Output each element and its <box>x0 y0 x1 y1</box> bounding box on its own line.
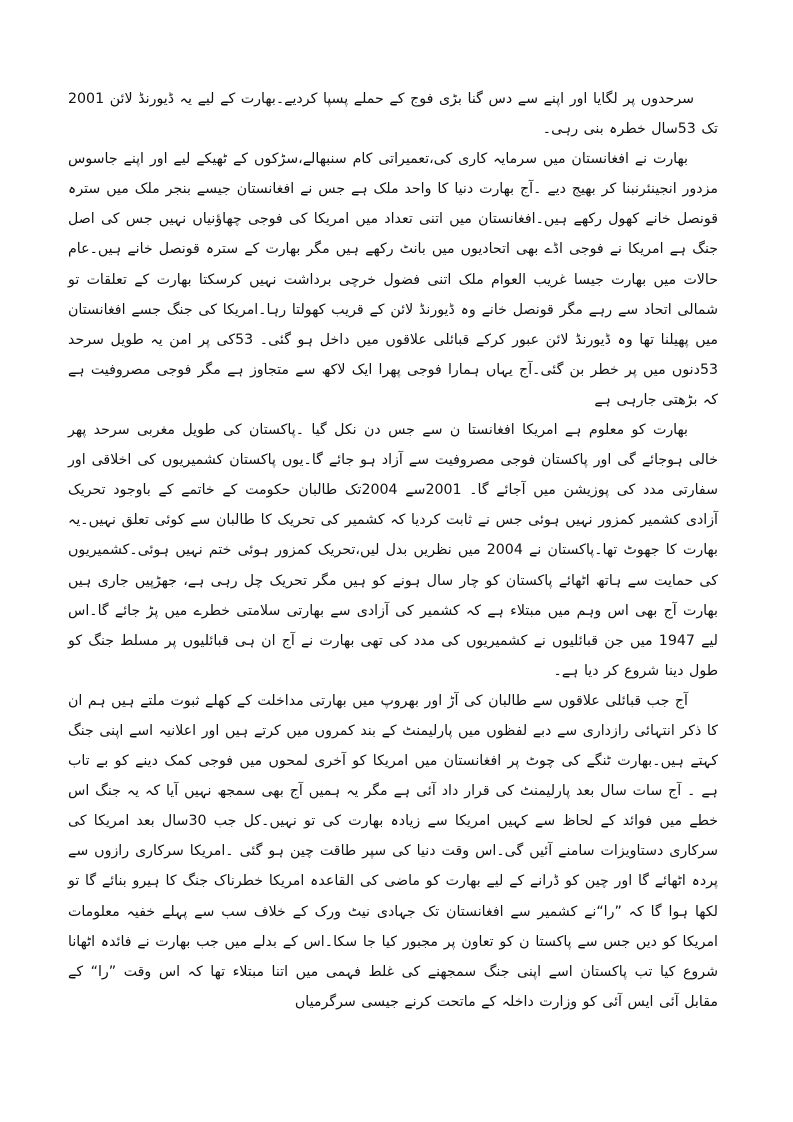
paragraph-4: آج جب قبائلی علاقوں سے طالبان کی آڑ اور بھروپ میں بھارتی مداخلت کے کھلے ثبوت ملتے ہیں ہم ان کا ذکر انتہائی رازداری سے دبے لفظوں میں پارلیمنٹ کے بند کمروں میں کرتے ہیں اور اعلانیہ اسے اپنی جنگ کہتے ہیں۔بھارت ٹنگے کی چوٹ پر افغانستان میں امریکا کو آخری لمحوں میں فوجی کمک دینے کو بے تاب ہے ۔ آج سات سال بعد پارلیمنٹ کی قرار داد آئی ہے مگر یہ ہمیں آج بھی سمجھ نہیں آیا کہ یہ جنگ اس خطے میں فوائد کے لحاظ سے کہیں امریکا سے زیادہ بھارت کی تو نہیں۔کل جب 30سال بعد امریکا کی سرکاری دستاویزات سامنے آئیں گی۔اس وقت دنیا کی سپر طاقت چین ہو گئی ۔امریکا سرکاری رازوں سے پردہ اٹھائے گا اور چین کو ڈرانے کے لیے بھارت کو ماضی کی القاعدہ امریکا خطرناک جنگ کا ہیرو بنائے گا تو لکھا ہوا گا کہ ”را“نے کشمیر سے افغانستان تک جہادی نیٹ ورک کے خلاف سب سے پہلے خفیہ معلومات امریکا کو دیں جس سے پاکستا ن کو تعاون پر مجبور کیا جا سکا۔اس کے بدلے میں جب بھارت نے فائدہ اٹھانا شروع کیا تب پاکستان اسے اپنی جنگ سمجھنے کی غلط فہمی میں اتنا مبتلاء تھا کہ اس وقت ”را“ کے مقابل آئی ایس آئی کو وزارت داخلہ کے ماتحت کرنے جیسی سرگرمیاں <box>68 692 718 1010</box>
paragraph-3: بھارت کو معلوم ہے امریکا افغانستا ن سے جس دن نکل گیا ۔پاکستان کی طویل مغربی سرحد پھر خالی ہوجائے گی اور پاکستان فوجی مصروفیت سے آزاد ہو جائے گا۔یوں پاکستان کشمیریوں کی اخلاقی اور سفارتی مدد کی پوزیشن میں آجائے گا۔ 2001سے 2004تک طالبان حکومت کے خاتمے کے باوجود تحریک آزادی کشمیر کمزور نہیں ہوئی جس نے ثابت کردیا کہ کشمیر کی تحریک کا طالبان سے کوئی تعلق نہیں۔یہ بھارت کا جھوٹ تھا۔پاکستان نے 2004 میں نظریں بدل لیں،تحریک کمزور ہوئی ختم نہیں ہوئی۔کشمیریوں کی حمایت سے ہاتھ اٹھائے پاکستان کو چار سال ہونے کو ہیں مگر تحریک چل رہی ہے، جھڑپیں جاری ہیں بھارت آج بھی اس وہم میں مبتلاء ہے کہ کشمیر کی آزادی سے بھارتی سلامتی خطرے میں پڑ جائے گا۔اس لیے 1947 میں جن قبائلیوں نے کشمیریوں کی مدد کی تھی بھارت نے آج ان ہی قبائلیوں پر مسلط جنگ کو طول دینا شروع کر دیا ہے۔ <box>68 422 719 679</box>
paragraph-2: بھارت نے افغانستان میں سرمایہ کاری کی،تعمیراتی کام سنبھالے،سڑکوں کے ٹھیکے لیے اور اپنے جاسوس مزدور انجینئرنبنا کر بھیج دیے ۔آج بھارت دنیا کا واحد ملک ہے جس نے افغانستان جیسے بنجر ملک میں سترہ قونصل خانے کھول رکھے ہیں۔افغانستان میں اتنی تعداد میں امریکا کی فوجی چھاؤنیاں نہیں جس کی اصل جنگ ہے امریکا نے فوجی اڈے بھی اتحادیوں میں بانٹ رکھے ہیں مگر بھارت کے سترہ قونصل خانے ہیں۔عام حالات میں بھارت جیسا غریب العوام ملک اتنی فضول خرچی برداشت نہیں کرسکتا بھارت کے تعلقات تو شمالی اتحاد سے رہے مگر قونصل خانے وہ ڈیورنڈ لائن کے قریب کھولتا رہا۔امریکا کی جنگ جسے افغانستان میں پھیلنا تھا وہ ڈیورنڈ لائن عبور کرکے قبائلی علاقوں میں داخل ہو گئی۔ 53کی پر امن یہ طویل سرحد 53دنوں میں پر خطر بن گئی۔آج یہاں ہمارا فوجی پھرا ایک لاکھ سے متجاوز ہے مگر فوجی مصروفیت ہے کہ بڑھتی جارہی ہے <box>68 151 718 408</box>
paragraph-1: سرحدوں پر لگایا اور اپنے سے دس گنا بڑی فوج کے حملے پسپا کردیے۔بھارت کے لیے یہ ڈیورنڈ لائن 2001 تک 53سال خطرہ بنی رہی۔ <box>68 91 718 138</box>
article-body <box>68 84 718 1017</box>
